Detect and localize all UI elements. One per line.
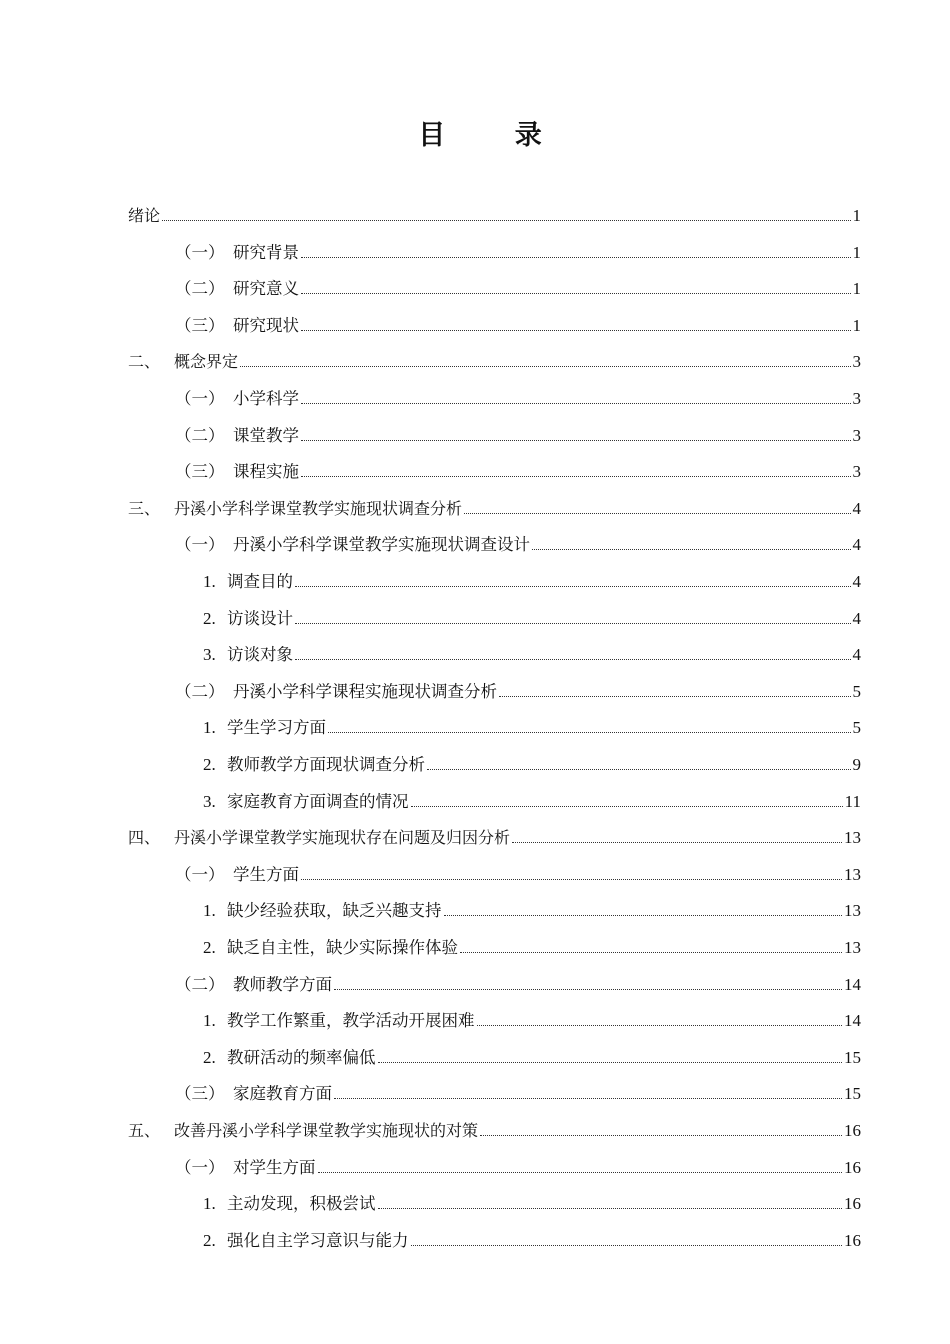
toc-page-number: 3: [852, 389, 861, 408]
toc-entry-label: [175, 682, 497, 702]
toc-entry-text: 访谈对象: [227, 645, 293, 665]
toc-entry-label: [175, 462, 299, 482]
toc-entry-number: 1.: [203, 572, 216, 591]
toc-entry-label: [128, 1121, 478, 1141]
toc-leader-dots: [295, 622, 851, 624]
toc-entry[interactable]: [203, 708, 861, 738]
toc-entry-text: 丹溪小学科学课堂教学实施现状调查设计: [233, 535, 530, 555]
toc-entry-text: 研究意义: [233, 279, 299, 299]
toc-entry-number: 2.: [203, 1230, 216, 1250]
toc-entry-text: 丹溪小学课堂教学实施现状存在问题及归因分析: [174, 828, 511, 848]
toc-entry-text: 丹溪小学科学课程实施现状调查分析: [233, 681, 497, 701]
toc-page-number: 13: [844, 828, 861, 848]
toc-entry-label: [128, 206, 160, 226]
toc-leader-dots: [411, 1244, 843, 1246]
toc-entry-text: 学生学习方面: [227, 718, 326, 738]
toc-entry[interactable]: [175, 965, 861, 995]
toc-entry-text: 对学生方面: [233, 1157, 316, 1177]
toc-entry[interactable]: [128, 196, 861, 226]
toc-entry[interactable]: [203, 745, 861, 775]
toc-leader-dots: [444, 914, 843, 916]
toc-entry-number: （一）: [175, 535, 225, 555]
toc-entry[interactable]: [203, 562, 861, 592]
toc-entry-label: [175, 975, 332, 995]
toc-entry-number: 3.: [203, 645, 216, 665]
toc-leader-dots: [477, 1024, 843, 1026]
toc-entry-text: 教研活动的频率偏低: [227, 1047, 376, 1067]
toc-entry-text: 课堂教学: [233, 425, 299, 445]
toc-entry[interactable]: [203, 1184, 861, 1214]
toc-leader-dots: [427, 768, 851, 770]
toc-leader-dots: [295, 658, 851, 660]
toc-page-number: 16: [844, 1157, 861, 1177]
toc-entry-label: [175, 243, 299, 263]
toc-entry-text: 丹溪小学科学课堂教学实施现状调查分析: [174, 498, 463, 518]
toc-page-number: 3: [852, 425, 861, 445]
toc-entry-label: [175, 535, 530, 555]
toc-entry-label: [175, 1158, 316, 1178]
toc-entry-number: 1.: [203, 1011, 216, 1031]
toc-leader-dots: [162, 219, 850, 221]
toc-leader-dots: [334, 988, 842, 990]
toc-entry-label: [203, 1194, 376, 1214]
toc-page-number: 16: [844, 1121, 861, 1140]
toc-entry-text: 家庭教育方面调查的情况: [227, 791, 409, 811]
toc-entry-label: [203, 938, 458, 958]
toc-entry[interactable]: [175, 269, 861, 299]
toc-leader-dots: [460, 951, 842, 953]
toc-page-number: 5: [852, 681, 861, 701]
toc-entry-text: 调查目的: [227, 572, 293, 591]
toc-entry-text: 研究现状: [233, 315, 299, 335]
toc-page-number: 14: [844, 974, 861, 994]
toc-entry[interactable]: [175, 855, 861, 885]
toc-entry-number: （二）: [175, 279, 225, 299]
toc-entry-label: [203, 609, 293, 629]
toc-entry-number: （一）: [175, 864, 225, 884]
toc-entry[interactable]: [175, 416, 861, 446]
toc-entry-number: （二）: [175, 974, 225, 994]
toc-leader-dots: [499, 695, 851, 697]
toc-page-number: 4: [852, 535, 861, 555]
toc-entry-text: 家庭教育方面: [233, 1084, 332, 1104]
toc-entry[interactable]: [203, 599, 861, 629]
toc-entry-number: 四、: [128, 828, 161, 848]
toc-leader-dots: [295, 585, 851, 587]
toc-entry[interactable]: [175, 1148, 861, 1178]
toc-entry[interactable]: [128, 489, 861, 519]
toc-leader-dots: [328, 731, 851, 733]
toc-entry-text: 教学工作繁重，教学活动开展困难: [227, 1011, 475, 1031]
toc-entry[interactable]: [175, 525, 861, 555]
toc-page-number: 11: [844, 791, 861, 811]
toc-entry-text: 缺少经验获取，缺乏兴趣支持: [227, 901, 442, 921]
toc-leader-dots: [378, 1061, 843, 1063]
toc-page-number: 4: [852, 645, 861, 665]
toc-entry-text: 访谈设计: [227, 608, 293, 628]
toc-entry-label: [128, 499, 462, 519]
toc-entry-text: 改善丹溪小学科学课堂教学实施现状的对策: [174, 1121, 479, 1140]
toc-entry-number: 1.: [203, 1194, 216, 1214]
toc-leader-dots: [301, 292, 851, 294]
toc-entry[interactable]: [175, 379, 861, 409]
toc-page-number: 3: [852, 462, 861, 482]
toc-leader-dots: [301, 475, 851, 477]
toc-page-number: 4: [852, 608, 861, 628]
page-title: 目 录: [418, 120, 572, 151]
toc-entry-number: （一）: [175, 1157, 225, 1177]
toc-leader-dots: [301, 878, 842, 880]
toc-page-number: 4: [852, 498, 861, 518]
toc-entry[interactable]: [175, 1074, 861, 1104]
toc-entry-text: 主动发现，积极尝试: [227, 1194, 376, 1214]
toc-entry-label: [203, 1231, 409, 1251]
toc-page-number: 14: [844, 1011, 861, 1031]
toc-entry-number: 2.: [203, 938, 216, 957]
toc-entry-number: 2.: [203, 755, 216, 774]
toc-page-number: 1: [852, 315, 861, 335]
toc-leader-dots: [334, 1097, 842, 1099]
toc-page-number: 13: [844, 938, 861, 957]
toc-entry-number: 五、: [128, 1121, 161, 1140]
toc-entry-label: [203, 792, 409, 812]
toc-entry-number: 3.: [203, 791, 216, 811]
toc-page-number: 15: [844, 1047, 861, 1067]
toc-entry-label: [203, 645, 293, 665]
toc-entry-number: 二、: [128, 352, 161, 372]
toc-entry[interactable]: [203, 928, 861, 958]
toc-entry[interactable]: [128, 1111, 861, 1141]
toc-entry[interactable]: [203, 782, 861, 812]
toc-entry-label: [203, 1048, 376, 1068]
toc-entry-number: （三）: [175, 315, 225, 335]
toc-leader-dots: [411, 805, 843, 807]
toc-entry[interactable]: [203, 891, 861, 921]
toc-entry-label: [203, 718, 326, 738]
toc-page-number: 3: [852, 352, 861, 372]
toc-page-number: 16: [844, 1230, 861, 1250]
toc-entry-number: （一）: [175, 389, 225, 408]
toc-entry[interactable]: [128, 818, 861, 848]
toc-entry[interactable]: [175, 306, 861, 336]
toc-entry-number: （二）: [175, 425, 225, 445]
toc-entry-label: [203, 755, 425, 775]
toc-leader-dots: [301, 256, 851, 258]
toc-entry-text: 小学科学: [233, 389, 299, 408]
toc-entry-label: [203, 1011, 475, 1031]
toc-entry-label: [175, 389, 299, 409]
toc-entry-number: 2.: [203, 608, 216, 628]
toc-page-number: 9: [852, 755, 861, 774]
toc-page-number: 5: [852, 718, 861, 738]
toc-entry[interactable]: [203, 1038, 861, 1068]
toc-entry-label: [175, 279, 299, 299]
toc-page-number: 16: [844, 1194, 861, 1214]
toc-entry-number: （二）: [175, 681, 225, 701]
toc-entry-text: 学生方面: [233, 864, 299, 884]
toc-page-number: 1: [852, 206, 861, 225]
toc-entry-text: 教师教学方面: [233, 974, 332, 994]
toc-entry-label: [175, 316, 299, 336]
toc-entry[interactable]: [203, 1001, 861, 1031]
toc-entry[interactable]: [203, 635, 861, 665]
toc-entry-text: 研究背景: [233, 242, 299, 262]
toc-entry-label: [175, 1084, 332, 1104]
toc-entry-label: [203, 572, 293, 592]
toc-entry-number: 1.: [203, 901, 216, 921]
toc-entry-text: 教师教学方面现状调查分析: [227, 755, 425, 774]
toc-entry-label: [128, 352, 238, 372]
toc-entry-text: 绪论: [128, 206, 161, 225]
toc-leader-dots: [240, 365, 850, 367]
toc-leader-dots: [464, 512, 850, 514]
toc-entry-number: 1.: [203, 718, 216, 738]
toc-entry-text: 强化自主学习意识与能力: [227, 1230, 409, 1250]
toc-leader-dots: [301, 439, 851, 441]
toc-leader-dots: [532, 548, 851, 550]
toc-entry-label: [175, 426, 299, 446]
toc-entry-number: （一）: [175, 242, 225, 262]
toc-leader-dots: [378, 1207, 843, 1209]
toc-entry-number: 三、: [128, 498, 161, 518]
toc-entry[interactable]: [175, 233, 861, 263]
toc-entry-number: （三）: [175, 1084, 225, 1104]
toc-entry[interactable]: [175, 452, 861, 482]
toc-leader-dots: [480, 1134, 842, 1136]
toc-page-number: 4: [852, 572, 861, 591]
toc-page-number: 1: [852, 279, 861, 299]
toc-page-number: 13: [844, 864, 861, 884]
toc-entry-text: 缺乏自主性，缺少实际操作体验: [227, 938, 458, 957]
toc-page-number: 15: [844, 1084, 861, 1104]
toc-entry[interactable]: [175, 672, 861, 702]
toc-page-number: 13: [844, 901, 861, 921]
toc-entry-text: 课程实施: [233, 462, 299, 482]
toc-page-number: 1: [852, 242, 861, 262]
toc-entry-label: [175, 865, 299, 885]
toc-entry-number: 2.: [203, 1047, 216, 1067]
toc-entry-number: （三）: [175, 462, 225, 482]
toc-entry[interactable]: [128, 342, 861, 372]
toc-leader-dots: [301, 329, 851, 331]
toc-leader-dots: [318, 1171, 843, 1173]
toc-entry[interactable]: [203, 1221, 861, 1251]
toc-leader-dots: [512, 841, 842, 843]
toc-entry-label: [203, 901, 442, 921]
toc-entry-label: [128, 828, 510, 848]
toc-leader-dots: [301, 402, 851, 404]
toc-entry-text: 概念界定: [174, 352, 239, 372]
